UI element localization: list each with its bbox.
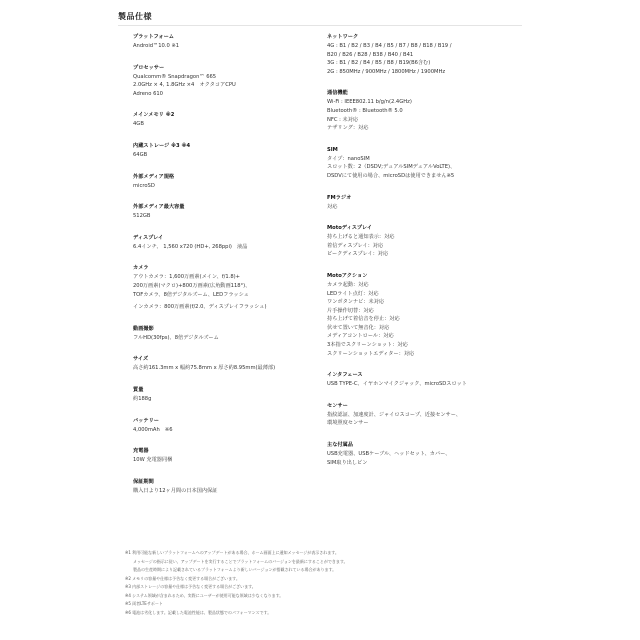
- spec-value: SIM取り出しピン: [327, 459, 368, 466]
- spec-section-charger: [133, 447, 308, 465]
- spec-section-moto-display: [327, 224, 502, 259]
- spec-section-external-media-max: [133, 203, 308, 221]
- spec-value: 4GB: [133, 121, 144, 128]
- spec-value: DSDVにて使用の場合、microSDは使用できません※5: [327, 172, 455, 179]
- spec-value: 200万画素(マクロ)+800万画素(広角動画118°)、: [133, 282, 251, 289]
- spec-value: 指紋認証、加速度計、ジャイロスコープ、近接センサー、: [327, 411, 461, 418]
- footnote: ※2 メモリの容量や仕様は予告なく変更する場合がございます。: [125, 575, 240, 581]
- spec-heading: 質量: [133, 386, 144, 393]
- spec-value: ピークディスプレイ：対応: [327, 251, 389, 258]
- footnote: メッセージの指示に従い、アップデートを実行することでプラットフォームのバージョンを最新にすることができます。: [125, 558, 348, 564]
- spec-value: NFC : 未対応: [327, 116, 359, 123]
- spec-section-warranty: [133, 478, 308, 496]
- spec-value: 10W 充電器同梱: [133, 457, 173, 464]
- spec-value: 着信ディスプレイ：対応: [327, 242, 384, 249]
- spec-heading: ディスプレイ: [133, 234, 164, 241]
- spec-value: Wi-Fi : IEEE802.11 b/g/n(2.4GHz): [327, 99, 412, 106]
- spec-heading: プラットフォーム: [133, 34, 174, 40]
- spec-section-fm-radio: [327, 194, 502, 212]
- spec-section-size: [133, 355, 308, 373]
- spec-value: 3本指でスクリーンショット：対応: [327, 342, 408, 349]
- spec-section-connectivity: [327, 89, 502, 132]
- page-title: 製品仕様: [118, 12, 152, 21]
- spec-value: 対応: [327, 203, 338, 210]
- spec-section-interfaces: [327, 371, 502, 389]
- spec-column-left: [133, 33, 308, 508]
- spec-heading: バッテリー: [133, 417, 159, 424]
- footnote: ※3 内部ストレージの容量や仕様は予告なく変更する場合がございます。: [125, 584, 256, 589]
- spec-value: 片手操作切替：対応: [327, 307, 374, 314]
- spec-value: ワンボタンナビ：未対応: [327, 299, 385, 306]
- spec-value: 高さ約161.3mm x 幅約75.8mm x 厚さ約8.95mm(最薄部): [133, 365, 276, 372]
- footnote: ※1 利用可能な新しいプラットフォームへのアップデートがある場合、ホーム画面上に通知メッセージが表示されます。: [125, 550, 339, 555]
- spec-heading: 動画撮影: [133, 325, 154, 332]
- spec-heading: サイズ: [133, 356, 149, 363]
- spec-value: Bluetooth® : Bluetooth® 5.0: [327, 107, 403, 114]
- spec-heading: 通信機能: [327, 90, 348, 97]
- spec-value: 2.0GHz × 4, 1.8GHz ×4 オクタコアCPU: [133, 82, 236, 89]
- spec-heading: 主な付属品: [327, 442, 353, 449]
- spec-section-moto-actions: [327, 272, 502, 358]
- spec-section-processor: [133, 64, 308, 99]
- spec-value: 持ち上げると通知表示：対応: [327, 234, 395, 241]
- spec-value: 2G : 850MHz / 900MHz / 1800MHz / 1900MHz: [327, 68, 446, 75]
- spec-value: microSD: [133, 182, 155, 189]
- spec-heading: Motoディスプレイ: [327, 225, 373, 232]
- spec-column-right: [327, 33, 502, 480]
- footnotes: [125, 549, 525, 617]
- footnote: 製品の生産時期により記載されているプラットフォームより新しいバージョンが搭載されている場合があります。: [125, 567, 337, 572]
- spec-value: 512GB: [133, 213, 151, 220]
- divider: [118, 25, 522, 26]
- spec-section-internal-storage: [133, 142, 308, 160]
- spec-heading: メインメモリ ※2: [133, 112, 175, 119]
- spec-section-sensors: [327, 402, 502, 428]
- spec-value: 約188g: [133, 395, 152, 402]
- footnote: ※5 両者LTEサポート: [125, 601, 163, 606]
- spec-section-network: [327, 33, 502, 76]
- spec-heading: 充電器: [133, 448, 149, 455]
- spec-value: 6.4インチ、 1,560 x720 (HD+, 268ppi) 液晶: [133, 243, 248, 250]
- spec-value: 64GB: [133, 151, 148, 158]
- spec-heading: インタフェース: [327, 372, 363, 379]
- spec-value: 3G : B1 / B2 / B4 / B5 / B8 / B19(B6含む): [327, 60, 431, 67]
- spec-heading: 保証期間: [133, 478, 154, 485]
- spec-value: 伏せて置いて無音化：対応: [327, 324, 390, 331]
- spec-heading: 内蔵ストレージ ※3 ※4: [133, 142, 191, 149]
- spec-value: Android™10.0 ※1: [133, 43, 180, 49]
- spec-value: Adreno 610: [133, 90, 163, 97]
- spec-section-main-memory: [133, 111, 308, 129]
- spec-heading: Motoアクション: [327, 272, 368, 279]
- spec-value: 持ち上げて着信音を停止：対応: [327, 316, 400, 323]
- spec-section-external-media-spec: [133, 173, 308, 191]
- spec-heading: 外部メディア最大容量: [133, 204, 185, 211]
- spec-heading: センサー: [327, 402, 348, 409]
- spec-value: 環境照度センサー: [327, 420, 369, 427]
- spec-value: B20 / B26 / B28 / B38 / B40 / B41: [327, 51, 414, 58]
- spec-value: メディアコントロール：対応: [327, 333, 394, 340]
- spec-value: Qualcomm® Snapdragon™ 665: [133, 73, 217, 80]
- spec-value: カメラ起動：対応: [327, 281, 369, 288]
- spec-heading: ネットワーク: [327, 34, 359, 40]
- spec-value: テザリング：対応: [327, 125, 369, 132]
- spec-value: USB TYPE-C、イヤホンマイクジャック、microSDスロット: [327, 381, 467, 388]
- spec-heading: FMラジオ: [327, 194, 352, 201]
- spec-value: フルHD(30fps)、8倍デジタルズーム: [133, 334, 219, 341]
- spec-heading: プロセッサー: [133, 64, 165, 71]
- spec-heading: 外部メディア規格: [133, 173, 175, 180]
- spec-section-video: [133, 325, 308, 343]
- spec-section-camera: [133, 264, 308, 311]
- footnote: ※4 システム領域が含まれるため、実際にユーザーが使用可能な領域は少なくなります。: [125, 592, 284, 598]
- spec-section-weight: [133, 386, 308, 404]
- spec-value: アウトカメラ：1,600万画素(メイン、f/1.8)+: [133, 274, 241, 281]
- spec-value: 4,000mAh ※6: [133, 426, 173, 433]
- footnote: ※6 電池は劣化します。記載した電池性能は、製品状態でのパフォーマンスです。: [125, 609, 272, 615]
- spec-value: 購入日より12ヶ月間の日本国内保証: [133, 487, 218, 494]
- spec-heading: カメラ: [133, 265, 149, 272]
- spec-value: USB充電器、USBケーブル、ヘッドセット、カバー、: [327, 451, 451, 458]
- spec-value: LEDライト点灯：対応: [327, 290, 379, 297]
- spec-section-platform: [133, 33, 308, 51]
- spec-value: タイプ：nanoSIM: [327, 155, 370, 162]
- spec-section-battery: [133, 417, 308, 435]
- spec-value: TOFカメラ、8倍デジタルズーム、LEDフラッシュ: [133, 291, 249, 298]
- spec-value: スクリーンショットエディター：対応: [327, 350, 415, 357]
- spec-value: インカメラ：800万画素(f/2.0、ディスプレイフラッシュ): [133, 304, 267, 311]
- spec-section-sim: [327, 146, 502, 181]
- spec-section-accessories: [327, 441, 502, 467]
- spec-section-display: [133, 234, 308, 252]
- spec-value: スロット数：2（DSDV;デュアルSIMデュアルVoLTE)、: [327, 164, 456, 171]
- spec-value: 4G : B1 / B2 / B3 / B4 / B5 / B7 / B8 / B18 / B19 /: [327, 43, 452, 49]
- spec-heading: SIM: [327, 146, 338, 153]
